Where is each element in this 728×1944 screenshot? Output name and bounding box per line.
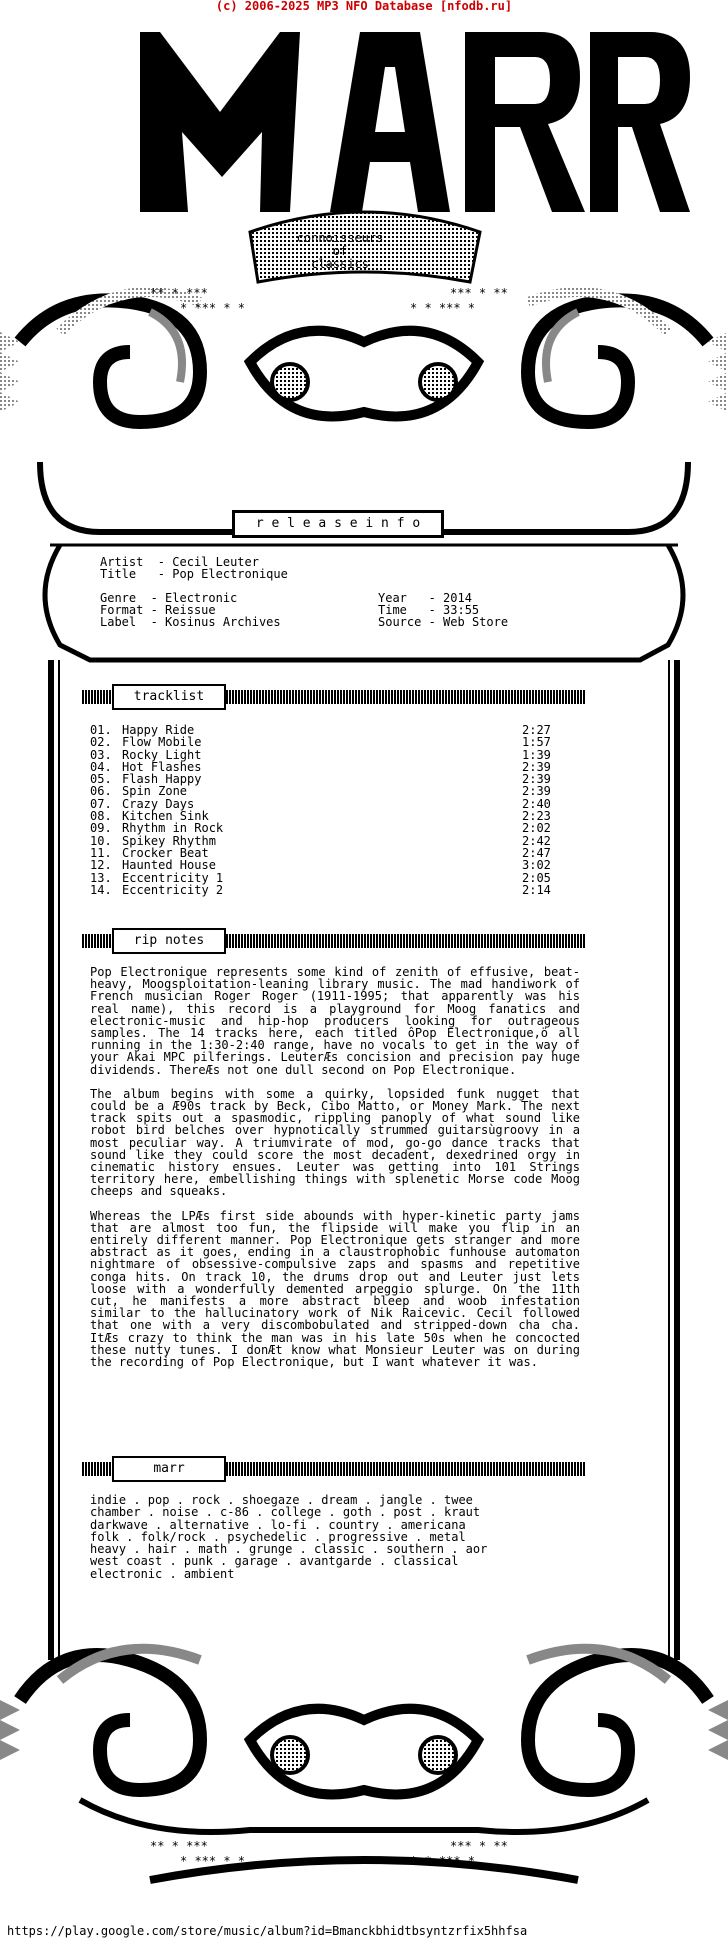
year-label: Year [378, 591, 407, 605]
release-info-right: Year - 2014 Time - 33:55 Source - Web Store [378, 591, 509, 629]
genre-tags-line: chamber . noise . c-86 . college . goth . post . kraut [90, 1505, 481, 1520]
track-number: 12. [90, 858, 112, 873]
track-number: 03. [90, 747, 112, 762]
track-title: Kitchen Sink [122, 809, 209, 824]
track-duration: 2:47 [522, 845, 551, 860]
tracklist-header [112, 684, 226, 710]
rip-notes-paragraph-2: The album begins with some a quirky, lopsided funk nugget that could be a Æ90s track by Beck, Cibo Matto, or Money Mark. The next track spits out a spasmodic, rippling panoply of what sound like robot bird belches over hypnotically strummed guitarsùgroovy in a most peculiar way. A triumvirate of mod, go-go dance tracks that sound like they could score the most decadent, dexedrined orgy in cinematic history ensues. Leuter was getting into 101 Strings territory here, embellishing things with splenetic Morse code Moog cheeps and squeaks. [90, 1086, 580, 1199]
year-value: 2014 [443, 591, 472, 605]
source-value: Web Store [443, 615, 509, 629]
track-duration: 2:05 [522, 870, 551, 885]
track-title: Crazy Days [122, 796, 195, 811]
track-number: 05. [90, 772, 112, 787]
track-title: Haunted House [122, 858, 216, 873]
track-title: Crocker Beat [122, 845, 209, 860]
tracklist [90, 724, 560, 896]
tagline-line-3: classics [311, 257, 369, 271]
svg-text:* *** * *: * *** * * [180, 301, 246, 315]
track-number: 09. [90, 821, 112, 836]
svg-text:* * *** *: * * *** * [410, 301, 476, 315]
format-label: Format [100, 603, 144, 617]
rip-notes [90, 966, 580, 1380]
marr-logo-art [0, 12, 728, 552]
track-number: 14. [90, 882, 112, 897]
track-title: Flow Mobile [122, 735, 202, 750]
track-title: Rocky Light [122, 747, 202, 762]
track-duration: 2:02 [522, 821, 551, 836]
genre-tags-line: heavy . hair . math . grunge . classic . southern . aor [90, 1542, 488, 1557]
frame-left-rail-inner [58, 660, 60, 1660]
genre-tags-line: west coast . punk . garage . avantgarde . classical [90, 1554, 459, 1569]
svg-text:** * ***: ** * *** [150, 1839, 208, 1853]
time-label: Time [378, 603, 407, 617]
genre-tags-line: folk . folk/rock . psychedelic . progressive . metal [90, 1529, 466, 1544]
tagline-line-1: connoisseurs [296, 231, 384, 245]
track-title: Eccentricity 2 [122, 882, 224, 897]
track-duration: 2:39 [522, 772, 551, 787]
track-title: Flash Happy [122, 772, 202, 787]
title-value: Pop Electronique [172, 567, 288, 581]
track-number: 01. [90, 723, 112, 737]
track-title: Eccentricity 1 [122, 870, 224, 885]
track-row [90, 884, 560, 896]
track-number: 04. [90, 759, 112, 774]
track-row [90, 822, 560, 834]
track-row [90, 785, 560, 797]
rip-notes-paragraph-1: Pop Electronique represents some kind of zenith of effusive, beat-heavy, Moogsploitation-leaning library music. The mad handiwork of French musician Roger Roger (1911-1995; that apparently was his real name), this record is a playground for Moog fanatics and electronic-music and hip-hop producers looking for outrageous samples. The 14 tracks here, each titled ôPop Electronique,ö all running in the 1:30-2:40 range, have no vocals to get in the way of your Akai MPC pilferings. LeuterÆs concision and precision pay huge dividends. ThereÆs not one dull second on Pop Electronique. [90, 965, 580, 1077]
release-info-title: r e l e a s e i n f o [255, 516, 421, 531]
track-duration: 2:42 [522, 833, 551, 848]
track-duration: 1:39 [522, 747, 551, 762]
release-info-left: Artist - Cecil Leuter Title - Pop Electronique Genre - Electronic Format - Reissue Label - Kosinus Archives [100, 555, 288, 629]
frame-right-rail [674, 660, 680, 1660]
rip-notes-paragraph-3: Whereas the LPÆs first side abounds with hyper-kinetic party jams that are almost too fun, the flipside will make you flip in an entirely different manner. Pop Electronique gets stranger and more abstract as it goes, ending in a claustrophobic funhouse automaton nightmare of obsessive-compulsive zaps and spasms and repetitive conga hits. On track 10, the drums drop out and Leuter just lets loose with a wonderfully demented arpeggio splurge. On the 11th cut, he manifests a more abstract bleep and woob infestation similar to the hallucinatory work of Nik Raicevic. Cecil followed that one with a very discombobulated and stripped-down cha cha. ItÆs crazy to think the man was in his late 50s when he concocted these nutty tunes. I donÆt know what Monsieur Leuter was on during the recording of Pop Electronique, but I want whatever it was. [90, 1208, 580, 1370]
track-number: 07. [90, 796, 112, 811]
tagline [280, 232, 400, 271]
track-duration: 2:39 [522, 759, 551, 774]
track-number: 11. [90, 845, 112, 860]
svg-text:*** * **: *** * ** [450, 1839, 508, 1853]
track-title: Hot Flashes [122, 759, 202, 774]
store-url-link[interactable]: https://play.google.com/store/music/album?id=Bmanckbhidtbsyntzrfix5hhfsa [7, 1924, 528, 1938]
frame-right-rail-inner [668, 660, 670, 1660]
track-title: Spikey Rhythm [122, 833, 216, 848]
logo-letter-r1 [465, 32, 585, 212]
track-number: 10. [90, 833, 112, 848]
marr-title: marr [153, 1461, 185, 1476]
time-value: 33:55 [443, 603, 480, 617]
track-row [90, 872, 560, 884]
svg-text:** * ***: ** * *** [150, 286, 208, 300]
rip-notes-header [112, 928, 226, 954]
track-duration: 3:02 [522, 858, 551, 873]
logo-letter-r2 [590, 32, 690, 212]
track-duration: 2:40 [522, 796, 551, 811]
tracklist-title: tracklist [133, 689, 205, 704]
track-duration: 2:23 [522, 809, 551, 824]
artist-value: Cecil Leuter [172, 555, 259, 569]
track-number: 13. [90, 870, 112, 885]
logo-letter-a [330, 32, 450, 212]
genre-value: Electronic [165, 591, 238, 605]
genre-tags-line: indie . pop . rock . shoegaze . dream . jangle . twee [90, 1493, 473, 1507]
track-duration: 2:27 [522, 723, 551, 737]
source-label: Source [378, 615, 422, 629]
frame-left-rail [48, 660, 54, 1660]
genre-label: Genre [100, 591, 137, 605]
track-row [90, 859, 560, 871]
track-row [90, 736, 560, 748]
track-number: 08. [90, 809, 112, 824]
artist-label: Artist [100, 555, 144, 569]
track-title: Spin Zone [122, 784, 188, 799]
track-duration: 2:14 [522, 882, 551, 897]
release-info-header [232, 510, 444, 538]
marr-header [112, 1456, 226, 1482]
svg-text:* * *** *: * * *** * [410, 1854, 476, 1868]
track-number: 06. [90, 784, 112, 799]
copyright-line: (c) 2006-2025 MP3 NFO Database [nfodb.ru] [215, 0, 513, 13]
svg-text:*** * **: *** * ** [450, 286, 508, 300]
tagline-line-2: of [332, 244, 348, 258]
genre-tags-line: darkwave . alternative . lo-fi . country . americana [90, 1517, 466, 1532]
logo-letter-m [140, 32, 300, 212]
label-value: Kosinus Archives [165, 615, 281, 629]
track-number: 02. [90, 735, 112, 750]
track-duration: 2:39 [522, 784, 551, 799]
genre-tags-line: electronic . ambient [90, 1566, 235, 1581]
label-label: Label [100, 615, 137, 629]
track-title: Happy Ride [122, 723, 195, 737]
track-title: Rhythm in Rock [122, 821, 224, 836]
track-duration: 1:57 [522, 735, 551, 750]
bottom-ornament-art [0, 1640, 728, 1920]
title-label: Title [100, 567, 137, 581]
format-value: Reissue [165, 603, 216, 617]
svg-text:* *** * *: * *** * * [180, 1854, 246, 1868]
rip-notes-title: rip notes [133, 933, 205, 948]
genre-tags [90, 1494, 580, 1580]
